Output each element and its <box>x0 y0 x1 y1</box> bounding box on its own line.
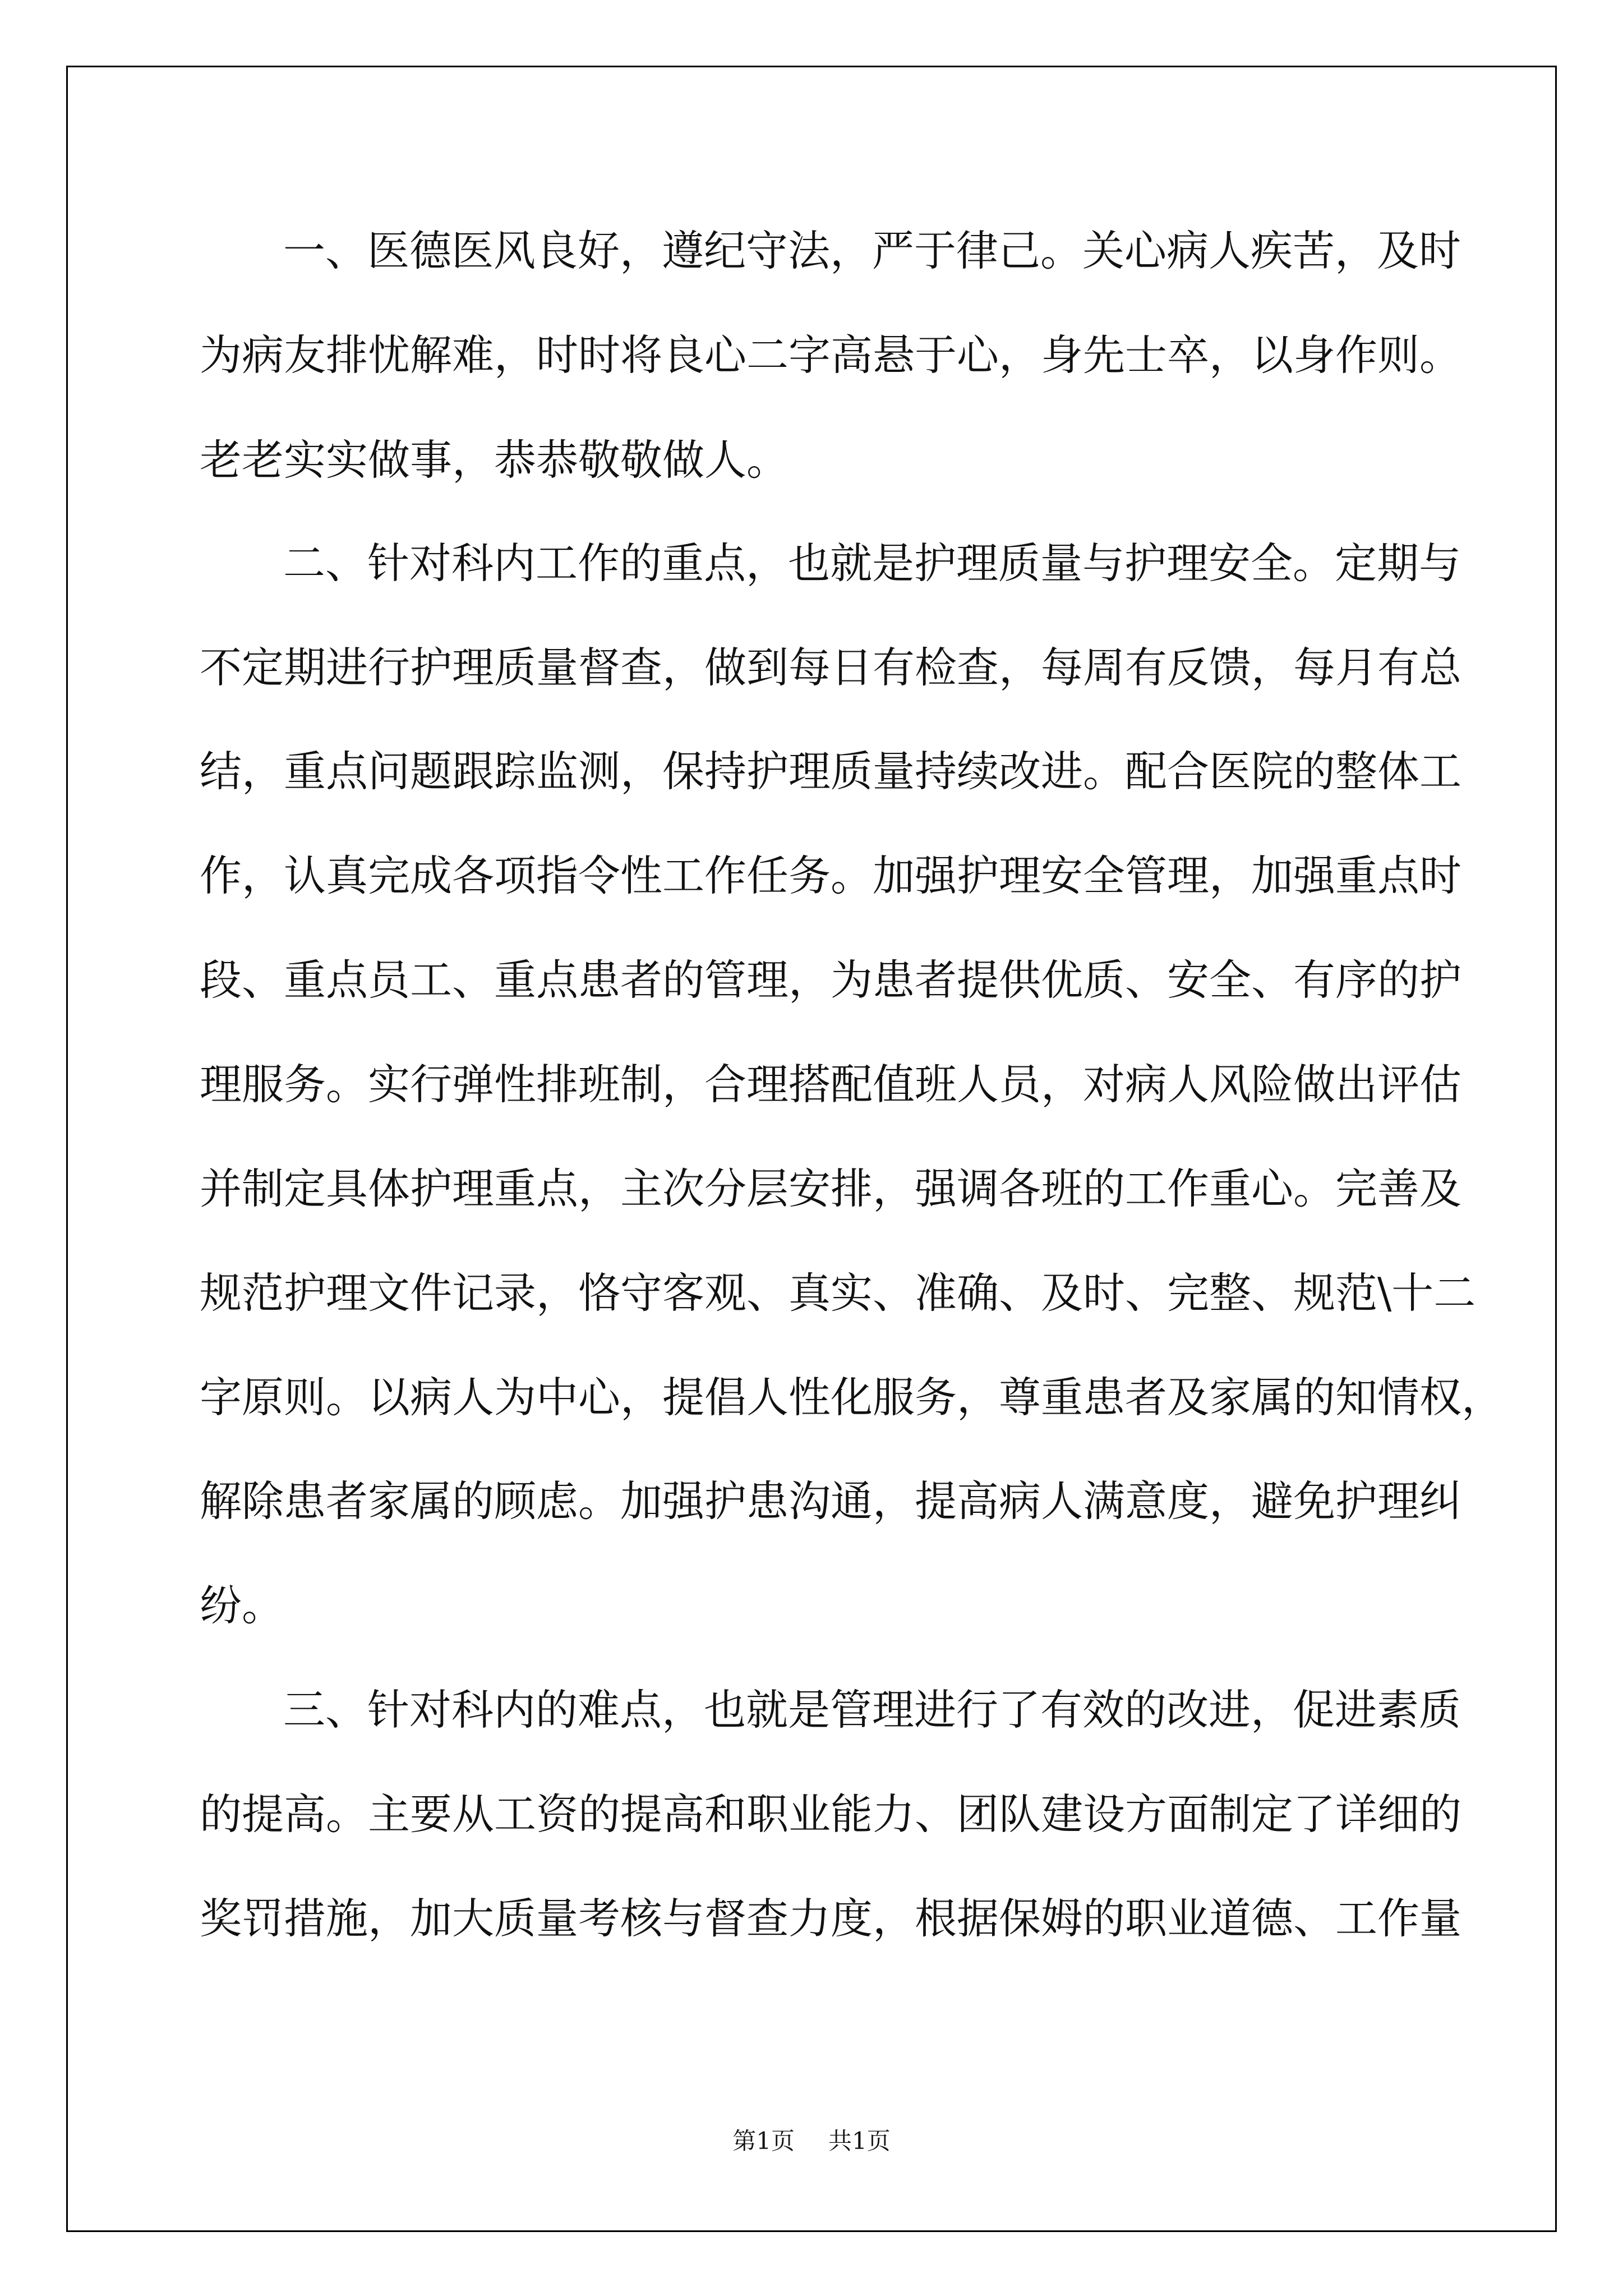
paragraph-2-line-11: 纷。 <box>200 1581 284 1630</box>
page-number-current: 第1页 <box>732 2127 795 2155</box>
paragraph-3-line-2: 的提高。主要从工资的提高和职业能力、团队建设方面制定了详细的 <box>200 1789 1462 1839</box>
page-number-total: 共1页 <box>828 2127 891 2155</box>
paragraph-2-line-4: 作，认真完成各项指令性工作任务。加强护理安全管理，加强重点时 <box>200 851 1462 900</box>
paragraph-3-line-3: 奖罚措施，加大质量考核与督查力度，根据保姆的职业道德、工作量 <box>200 1894 1462 1943</box>
paragraph-1-line-2: 为病友排忧解难，时时将良心二字高悬于心，身先士卒，以身作则。 <box>200 330 1462 380</box>
paragraph-2-line-5: 段、重点员工、重点患者的管理，为患者提供优质、安全、有序的护 <box>200 955 1462 1005</box>
paragraph-2-line-2: 不定期进行护理质量督查，做到每日有检查，每周有反馈，每月有总 <box>200 643 1462 692</box>
paragraph-2-line-3: 结，重点问题跟踪监测，保持护理质量持续改进。配合医院的整体工 <box>200 747 1462 796</box>
paragraph-2-line-10: 解除患者家属的顾虑。加强护患沟通，提高病人满意度，避免护理纠 <box>200 1476 1462 1526</box>
paragraph-2-line-7: 并制定具体护理重点，主次分层安排，强调各班的工作重心。完善及 <box>200 1164 1462 1213</box>
paragraph-2-line-9: 字原则。以病人为中心，提倡人性化服务，尊重患者及家属的知情权， <box>200 1373 1504 1422</box>
paragraph-3-line-1: 三、针对科内的难点，也就是管理进行了有效的改进，促进素质 <box>283 1685 1461 1734</box>
page-footer <box>0 2129 1623 2153</box>
paragraph-2-line-6: 理服务。实行弹性排班制，合理搭配值班人员，对病人风险做出评估 <box>200 1060 1462 1109</box>
paragraph-2-line-8: 规范护理文件记录，恪守客观、真实、准确、及时、完整、规范\十二 <box>200 1268 1476 1318</box>
paragraph-2-line-1: 二、针对科内工作的重点，也就是护理质量与护理安全。定期与 <box>283 539 1461 588</box>
paragraph-1-line-3: 老老实实做事，恭恭敬敬做人。 <box>200 435 789 485</box>
paragraph-1-line-1: 一、医德医风良好，遵纪守法，严于律己。关心病人疾苦，及时 <box>283 226 1461 275</box>
